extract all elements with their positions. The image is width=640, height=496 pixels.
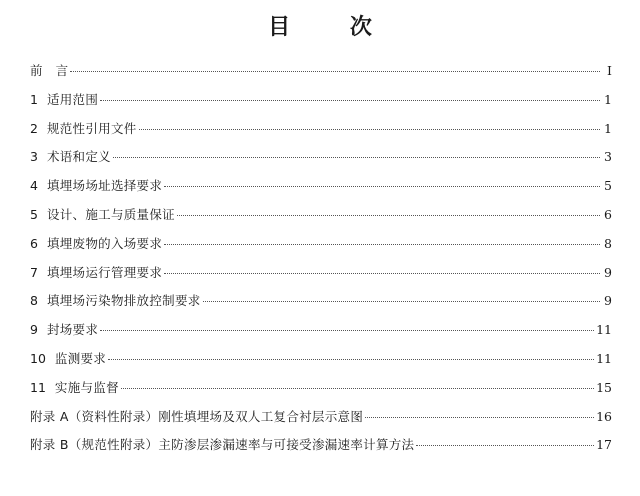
dot-leader [121,388,594,389]
dot-leader [164,186,600,187]
toc-entry-page: 15 [596,379,612,395]
toc-entry-page: 8 [604,235,612,251]
toc-entry-title: 填埋废物的入场要求 [46,235,163,251]
toc-entry-appendix-b[interactable] [30,434,612,463]
toc-entry-title: 术语和定义 [46,149,111,165]
toc-entry-number: 10 [30,350,46,366]
toc-entry-page: 17 [596,437,612,453]
toc-entry-title: 填埋场运行管理要求 [46,264,163,280]
dot-leader [70,71,600,72]
dot-leader [416,445,594,446]
toc-entry-1[interactable] [30,89,612,118]
toc-entry-title: 设计、施工与质量保证 [46,206,175,222]
toc-list [30,60,612,463]
dot-leader [113,157,600,158]
toc-entry-page: 1 [604,91,612,107]
page-title: 目 次 [268,15,398,40]
toc-entry-page: 1 [604,120,612,136]
toc-entry-11[interactable] [30,377,612,406]
dot-leader [100,100,600,101]
toc-entry-number: 8 [30,293,38,309]
toc-entry-number: 11 [30,379,46,395]
toc-entry-page: 11 [596,322,612,338]
toc-entry-7[interactable] [30,262,612,291]
toc-entry-number: 2 [30,120,38,136]
toc-entry-title: 附录 B（规范性附录）主防渗层渗漏速率与可接受渗漏速率计算方法 [30,437,415,453]
toc-entry-title: 适用范围 [46,91,99,107]
toc-entry-3[interactable] [30,146,612,175]
toc-entry-title: 规范性引用文件 [46,120,137,136]
toc-entry-number: 5 [30,206,38,222]
toc-entry-page: 6 [604,206,612,222]
dot-leader [177,215,600,216]
toc-entry-page: 3 [604,149,612,165]
toc-entry-10[interactable] [30,348,612,377]
toc-entry-appendix-a[interactable] [30,406,612,435]
dot-leader [164,244,600,245]
toc-entry-page: 9 [604,293,612,309]
toc-entry-title: 填埋场场址选择要求 [46,178,163,194]
toc-entry-6[interactable] [30,233,612,262]
dot-leader [203,301,600,302]
toc-entry-title: 填埋场污染物排放控制要求 [46,293,201,309]
toc-entry-2[interactable] [30,118,612,147]
toc-entry-page: I [607,63,612,78]
toc-entry-number: 1 [30,91,38,107]
toc-entry-4[interactable] [30,175,612,204]
toc-entry-number: 7 [30,264,38,280]
toc-entry-title: 附录 A（资料性附录）刚性填埋场及双人工复合衬层示意图 [30,408,364,424]
dot-leader [100,330,594,331]
toc-entry-number: 4 [30,178,38,194]
toc-entry-9[interactable] [30,319,612,348]
toc-entry-5[interactable] [30,204,612,233]
toc-entry-title: 封场要求 [46,322,99,338]
toc-entry-page: 9 [604,264,612,280]
toc-entry-page: 5 [604,178,612,194]
toc-entry-page: 11 [596,350,612,366]
toc-entry-page: 16 [596,408,612,424]
toc-entry-number: 3 [30,149,38,165]
dot-leader [365,417,594,418]
toc-entry-number: 6 [30,235,38,251]
toc-entry-8[interactable] [30,290,612,319]
toc-entry-number: 9 [30,322,38,338]
toc-entry-foreword[interactable] [30,60,612,89]
toc-entry-title: 前 言 [30,63,69,78]
dot-leader [164,273,600,274]
toc-entry-title: 实施与监督 [54,379,119,395]
dot-leader [139,129,600,130]
toc-entry-title: 监测要求 [54,350,107,366]
dot-leader [108,359,594,360]
